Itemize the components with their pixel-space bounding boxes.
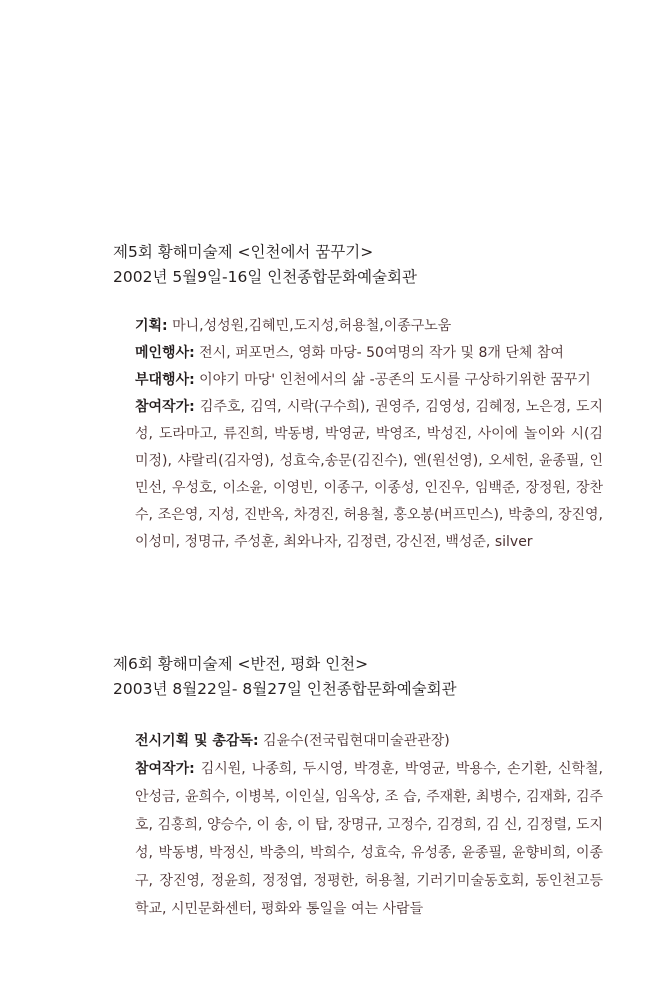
artists-text: 김주호, 김역, 시락(구수희), 권영주, 김영성, 김혜정, 노은경, 도지성, 도라마고, 류진희, 박동병, 박영균, 박영조, 박성진, 사이에 놀이와 시(김미정), 샤랄리(김자영), 성효숙,송문(김진수), 엔(원선영), 오세헌, 윤종필, 인민선, 우성호, 이소윤, 이영빈, 이종구, 이종성, 인진우, 임백준, 장정원, 장찬수, 조은영, 지성, 진반옥, 차경진, 허용철, 홍오봉(버프민스), 박충의, 장진영, 이성미, 정명규, 주성훈, 최와나자, 김정련, 강신전, 백성준, silver — [135, 399, 603, 550]
artists-label: 참여작가: — [135, 761, 195, 777]
festival-6-title: 제6회 황해미술제 <반전, 평화 인천> — [113, 655, 369, 673]
artists-text: 김시원, 나종희, 두시영, 박경훈, 박영균, 박용수, 손기환, 신학철, 안성금, 윤희수, 이병복, 이인실, 임옥상, 조 습, 주재환, 최병수, 김재화, 김주호, 김홍희, 양승수, 이 송, 이 탑, 장명규, 고정수, 김경희, 김 신, 김정렬, 도지성, 박동병, 박정신, 박충의, 박희수, 성효숙, 유성종, 윤종필, 윤향비희, 이종구, 장진영, 정윤희, 정정엽, 정평한, 허용철, 기러기미술동호회, 동인천고등학교, 시민문화센터, 평화와 통일을 여는 사람들 — [135, 761, 603, 917]
director-label: 전시기획 및 총감독: — [135, 733, 259, 749]
side-event-text: 이야기 마당' 인천에서의 삶 -공존의 도시를 구상하기위한 꿈꾸기 — [194, 372, 591, 388]
festival-5-dates: 2002년 5월9일-16일 인천종합문화예술회관 — [113, 268, 417, 286]
festival-5-title: 제5회 황해미술제 <인천에서 꿈꾸기> — [113, 243, 374, 261]
festival-6-details — [135, 727, 603, 923]
director-text: 김윤수(전국립현대미술관관장) — [258, 733, 450, 749]
side-event-label: 부대행사: — [135, 372, 195, 388]
festival-5-section — [113, 240, 603, 556]
planning-text: 마니,성성원,김혜민,도지성,허용철,이종구노움 — [167, 318, 452, 334]
planning-label: 기획: — [135, 318, 168, 334]
main-event-label: 메인행사: — [135, 345, 195, 361]
festival-5-artists — [135, 394, 603, 556]
artists-label: 참여작가: — [135, 399, 195, 415]
festival-6-dates: 2003년 8월22일- 8월27일 인천종합문화예술회관 — [113, 680, 457, 698]
festival-5-side-event — [135, 367, 603, 394]
main-event-text: 전시, 퍼포먼스, 영화 마당- 50여명의 작가 및 8개 단체 참여 — [194, 345, 564, 361]
festival-5-main-event — [135, 340, 603, 367]
festival-6-director — [135, 727, 603, 755]
festival-5-planning — [135, 313, 603, 340]
festival-6-section — [113, 652, 603, 923]
festival-6-artists — [135, 755, 603, 923]
festival-5-details — [135, 313, 603, 556]
